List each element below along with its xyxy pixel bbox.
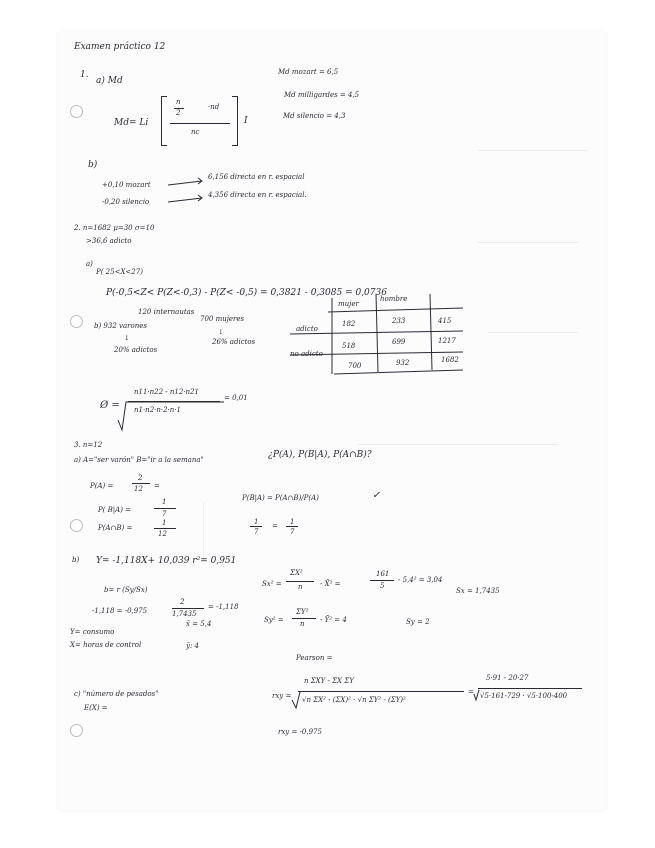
table-cell: 1682 (441, 356, 459, 364)
q1b-line1-left: +0,10 mozart (102, 181, 151, 189)
sy-den: n (300, 620, 305, 628)
sx-mid: - X̄² = (320, 580, 341, 588)
rxy-result: rxy = -0,975 (278, 728, 322, 736)
frac-left-num: 1 (254, 518, 259, 526)
phi-denominator: n1·n2·n·2·n·1 (134, 406, 181, 414)
table-row-no-adicto: no adicto (290, 350, 323, 358)
pab-num: 1 (162, 519, 167, 527)
frac-eq: = (272, 522, 278, 530)
rxy-lhs: rxy = (272, 692, 292, 700)
q1b-label: b) (88, 160, 98, 170)
md-mozart: Md mozart = 6,5 (278, 68, 339, 76)
table-cell: 233 (392, 317, 406, 325)
slope-calc-lhs: -1,118 = -0,975 (92, 607, 148, 615)
y-definition: Y= consumo (70, 628, 115, 636)
q2a-probability: P( 25<X<27) (96, 268, 143, 276)
q2-header: 2. n=1682 μ=30 σ=10 (74, 224, 155, 232)
check-mark: ✓ (372, 490, 381, 501)
table-cell: 699 (392, 338, 406, 346)
sx-val-den: 5 (380, 582, 385, 590)
q3c-label: c) "número de pesados" (74, 690, 159, 698)
table-cell: 932 (396, 359, 410, 367)
q1b-line2-right: 4,356 directa en r. espacial. (208, 191, 307, 199)
pba-lhs: P( B|A) = (98, 506, 132, 514)
q1a-label: a) Md (96, 76, 123, 86)
table-cell: 415 (438, 317, 452, 325)
sx-val-rest: - 5,4² = 3,04 (398, 576, 443, 584)
q2b-mujeres: 700 mujeres (200, 315, 245, 323)
sy-lhs: Sy² = (264, 616, 284, 624)
slope-calc-num: 2 (180, 598, 185, 606)
pab-lhs: P(A∩B) = (98, 524, 133, 532)
phi-lhs: Ø = (100, 400, 120, 411)
pba-den: 7 (162, 510, 167, 518)
ink-arrows (58, 32, 606, 810)
q2a-label: a) (86, 260, 93, 268)
table-cell: 518 (342, 342, 356, 350)
q1b-line1-right: 6,156 directa en r. espacial (208, 173, 305, 181)
y-mean: ȳ: 4 (186, 642, 199, 650)
frac-left-den: 7 (254, 528, 259, 536)
formula-n: n (176, 98, 181, 106)
formula-nc: nc (191, 128, 200, 136)
sy-num: ΣY² (296, 608, 309, 616)
x-definition: X= horas de control (70, 641, 142, 649)
table-row-adicto: adicto (296, 325, 318, 333)
rxy-denominator: √n ΣX² - (ΣX)² · √n ΣY² - (ΣY)² (302, 696, 406, 704)
table-cell: 1217 (438, 337, 456, 345)
q3-header: 3. n=12 (74, 441, 103, 449)
exam-title: Examen práctico 12 (74, 42, 166, 52)
table-col-hombre: hombre (380, 295, 408, 303)
formula-nd: ·nd (208, 103, 220, 111)
q2b-pct-varones: 20% adictos (114, 346, 158, 354)
q3a-events: a) A="ser varón" B="ir a la semana" (74, 456, 204, 464)
pab-den: 12 (158, 530, 167, 538)
rxy-val-den: √5·161-729 · √5·100-400 (480, 692, 568, 700)
pa-num: 2 (138, 474, 143, 482)
pa-lhs: P(A) = (90, 482, 114, 490)
formula-interval: I (244, 116, 248, 126)
pa-den: 12 (134, 485, 143, 493)
q2a-calculation: P(-0,5<Z< P(Z<-0,3) - P(Z< -0,5) = 0,3821 - 0,3085 = 0,0736 (106, 288, 387, 298)
pba-formula: P(B|A) = P(A∩B)/P(A) (242, 494, 319, 502)
table-col-mujer: mujer (338, 300, 359, 308)
regression-equation: Y= -1,118X+ 10,039 r²= 0,951 (96, 556, 237, 566)
x-mean: x̄ = 5,4 (186, 620, 212, 628)
q2-adicto: >36,6 adicto (86, 237, 132, 245)
rxy-val-num: 5·91 - 20·27 (486, 674, 529, 682)
pba-num: 1 (162, 498, 167, 506)
slope-calc-res: = -1,118 (208, 603, 239, 611)
frac-right-den: 7 (290, 528, 295, 536)
sx-result: Sx = 1,7435 (456, 587, 500, 595)
q1-number: 1. (80, 70, 89, 80)
rxy-numerator: n ΣXY - ΣX ΣY (304, 677, 354, 685)
sx-num: ΣX² (290, 569, 303, 577)
q2b-varones: b) 932 varones (94, 322, 147, 330)
phi-result: = 0,01 (224, 394, 248, 402)
q2b-pct-mujeres: 26% adictos (212, 338, 256, 346)
q3a-question: ¿P(A), P(B|A), P(A∩B)? (268, 450, 372, 460)
q1b-line2-left: -0,20 silencio (102, 198, 150, 206)
arrow-down: ↓ (218, 328, 224, 336)
sx-den: n (298, 583, 303, 591)
frac-right-num: 1 (290, 518, 295, 526)
pearson-label: Pearson = (296, 654, 333, 662)
sy-result: Sy = 2 (406, 618, 430, 626)
sx-lhs: Sx² = (262, 580, 282, 588)
q2b-internautas: 120 internautas (138, 308, 195, 316)
slope-calc-den: 1,7435 (172, 610, 197, 618)
q3c-expectation: E(X) = (84, 704, 108, 712)
md-milligardes: Md milligardes = 4,5 (284, 91, 360, 99)
pa-eq: = (154, 482, 160, 490)
table-cell: 182 (342, 320, 356, 328)
arrow-down: ↓ (124, 334, 130, 342)
median-formula-lhs: Md= Li (114, 118, 149, 128)
table-cell: 700 (348, 362, 362, 370)
sx-val-num: 161 (376, 570, 390, 578)
phi-numerator: n11·n22 - n12·n21 (134, 388, 199, 396)
md-silencio: Md silencio = 4,3 (283, 112, 346, 120)
sy-mid: - Ȳ² = 4 (320, 616, 347, 624)
q3b-label: b) (72, 556, 80, 564)
rxy-eq: = (468, 688, 474, 696)
formula-sigma: 2 (176, 109, 181, 117)
slope-formula: b= r (Sy/Sx) (104, 586, 148, 594)
exam-sheet (58, 32, 606, 810)
